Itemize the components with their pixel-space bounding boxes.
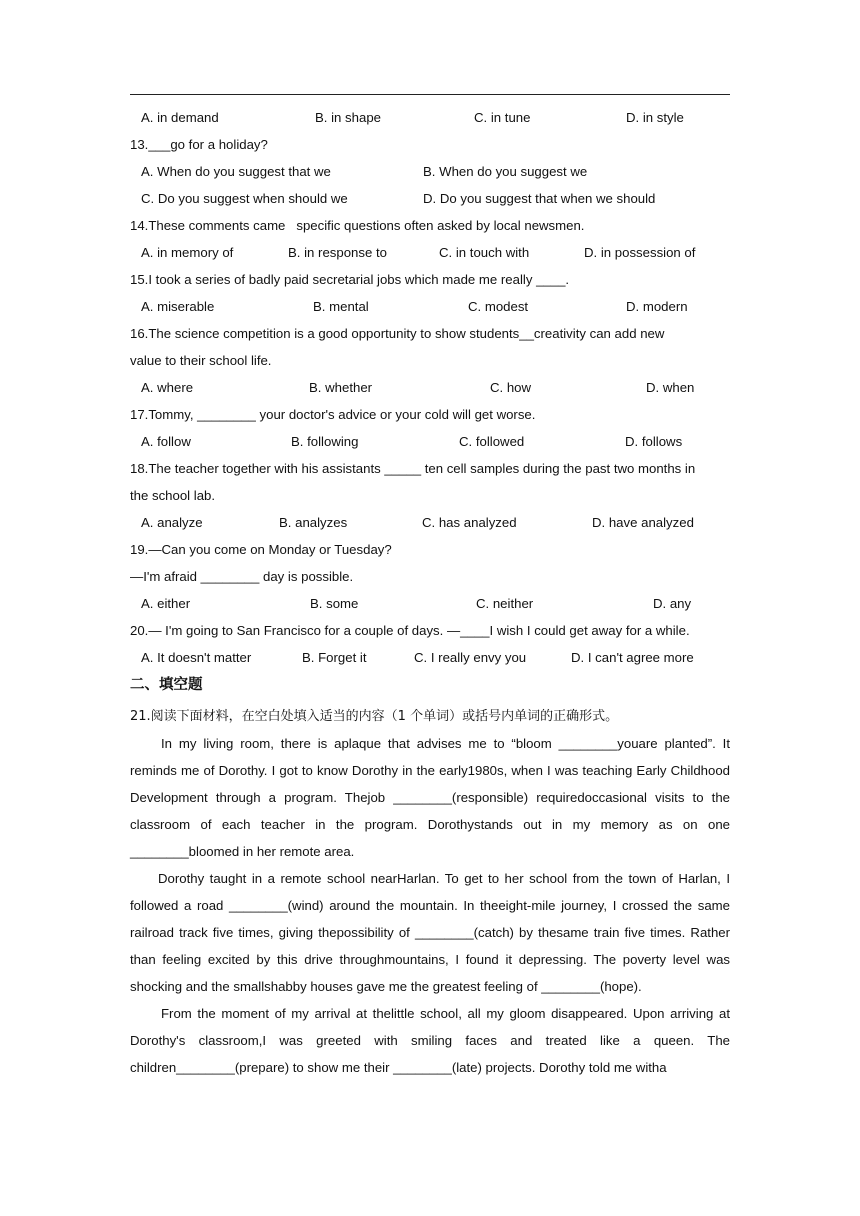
option-c: C. how	[490, 380, 532, 395]
q14-stem: 14.These comments came specific questions often asked by local newsmen.	[130, 218, 585, 233]
q13-options-row2	[130, 185, 730, 212]
option-a: A. It doesn't matter	[141, 650, 252, 665]
passage-paragraph-1: In my living room, there is aplaque that advises me to “bloom ________youare planted”. It reminds me of Dorothy. I got to know Dorothy in the early1980s, when I was teaching Early Childhood Development through a program. Thejob ________(responsible) requiredoccasional visits to the classroom of each teacher in the program. Dorothystands out in my memory as on one ________bloomed in her remote area.	[130, 736, 730, 859]
q18-stem-line1: 18.The teacher together with his assistants _____ ten cell samples during the past two months in	[130, 461, 696, 476]
option-b: B. following	[291, 434, 359, 449]
q15-options	[130, 293, 730, 320]
q18-options	[130, 509, 730, 536]
option-b: B. Forget it	[302, 650, 367, 665]
q17-stem: 17.Tommy, ________ your doctor's advice or your cold will get worse.	[130, 407, 536, 422]
option-d: D. follows	[625, 434, 683, 449]
passage-paragraph-3: From the moment of my arrival at thelittle school, all my gloom disappeared. Upon arriving at Dorothy's classroom,I was greeted with smiling faces and treated like a queen. The children________(prepare) to show me their ________(late) projects. Dorothy told me witha	[130, 1006, 730, 1075]
q21-instruction: 21.阅读下面材料，在空白处填入适当的内容（1 个单词）或括号内单词的正确形式。	[130, 709, 619, 724]
q14-options	[130, 239, 730, 266]
q13-options-row1	[130, 158, 730, 185]
option-a: A. either	[141, 596, 191, 611]
option-a: A. in memory of	[141, 245, 234, 260]
option-a: A. When do you suggest that we	[141, 164, 331, 179]
option-c: C. Do you suggest when should we	[141, 191, 348, 206]
option-a: A. follow	[141, 434, 191, 449]
option-b: B. whether	[309, 380, 373, 395]
option-d: D. have analyzed	[592, 515, 694, 530]
option-d: D. Do you suggest that when we should	[423, 191, 656, 206]
option-d: D. any	[653, 596, 692, 611]
q16-stem-line2: value to their school life.	[130, 353, 272, 368]
q19-stem-line1: 19.—Can you come on Monday or Tuesday?	[130, 542, 392, 557]
q20-stem: 20.— I'm going to San Francisco for a couple of days. —____I wish I could get away for a while.	[130, 623, 690, 638]
option-b: B. mental	[313, 299, 369, 314]
option-c: C. I really envy you	[414, 650, 527, 665]
option-b: B. analyzes	[279, 515, 348, 530]
option-a: A. miserable	[141, 299, 215, 314]
option-d: D. in style	[626, 110, 684, 125]
q20-options	[130, 644, 730, 671]
option-c: C. followed	[459, 434, 525, 449]
option-d: D. in possession of	[584, 245, 696, 260]
q19-options	[130, 590, 730, 617]
option-c: C. neither	[476, 596, 534, 611]
option-c: C. has analyzed	[422, 515, 517, 530]
option-c: C. modest	[468, 299, 529, 314]
option-a: A. analyze	[141, 515, 203, 530]
option-d: D. I can't agree more	[571, 650, 694, 665]
q19-stem-line2: —I'm afraid ________ day is possible.	[130, 569, 354, 584]
q16-options	[130, 374, 730, 401]
passage-paragraph-2: Dorothy taught in a remote school nearHarlan. To get to her school from the town of Harlan, I followed a road ________(wind) around the mountain. In theeight-mile journey, I crossed the same railroad track five times, giving thepossibility of ________(catch) by thesame train five times. Rather than feeling excited by this drive throughmountains, I found it depressing. The poverty level was shocking and the smallshabby houses gave me the greatest feeling of ________(hope).	[130, 871, 730, 994]
option-c: C. in touch with	[439, 245, 530, 260]
q13-stem: 13.___go for a holiday?	[130, 137, 268, 152]
option-c: C. in tune	[474, 110, 531, 125]
q16-stem-line1: 16.The science competition is a good opportunity to show students__creativity can add new	[130, 326, 665, 341]
option-b: B. some	[310, 596, 359, 611]
section-title: 二、填空题	[130, 677, 203, 693]
q12-options	[130, 104, 730, 131]
q15-stem: 15.I took a series of badly paid secretarial jobs which made me really ____.	[130, 272, 570, 287]
q18-stem-line2: the school lab.	[130, 488, 216, 503]
option-b: B. in response to	[288, 245, 387, 260]
option-a: A. where	[141, 380, 194, 395]
exam-page	[130, 104, 730, 1081]
option-a: A. in demand	[141, 110, 219, 125]
option-d: D. when	[646, 380, 695, 395]
header-rule	[130, 94, 730, 95]
option-b: B. in shape	[315, 110, 381, 125]
option-b: B. When do you suggest we	[423, 164, 588, 179]
q17-options	[130, 428, 730, 455]
option-d: D. modern	[626, 299, 688, 314]
